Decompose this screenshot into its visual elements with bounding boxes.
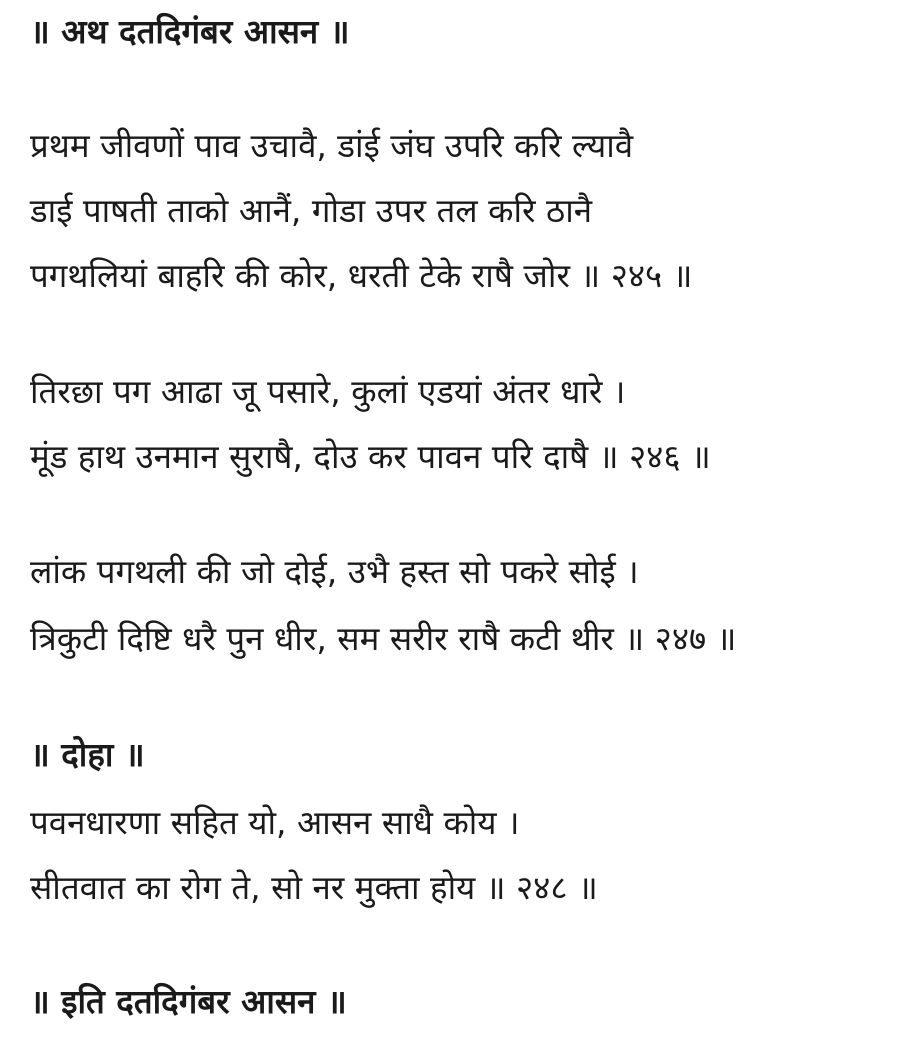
doha-heading: ॥ दोहा ॥ [30, 735, 145, 774]
doha-line: पवनधारणा सहित यो, आसन साधै कोय । [30, 803, 520, 842]
verse-line: पगथलियां बाहरि की कोर, धरती टेके राषै जोर ॥ २४५ ॥ [30, 256, 693, 295]
verse-line: प्रथम जीवणों पाव उचावै, डांई जंघ उपरि करि ल्यावै [30, 126, 634, 165]
section-title: ॥ अथ दतदिगंबर आसन ॥ [30, 12, 350, 51]
verse-line: डाई पाषती ताको आनैं, गोडा उपर तल करि ठानै [30, 191, 593, 230]
verse-line: मूंड हाथ उनमान सुराषै, दोउ कर पावन परि दाषै ॥ २४६ ॥ [30, 437, 711, 476]
doha-line: सीतवात का रोग ते, सो नर मुक्ता होय ॥ २४८ ॥ [30, 868, 598, 907]
verse-line: त्रिकुटी दिष्टि धरै पुन धीर, सम सरीर राषै कटी थीर ॥ २४७ ॥ [30, 619, 737, 658]
closing-title: ॥ इति दतदिगंबर आसन ॥ [30, 982, 347, 1021]
verse-line: तिरछा पग आढा जू पसारे, कुलां एडयां अंतर धारे । [30, 372, 626, 411]
verse-line: लांक पगथली की जो दोई, उभै हस्त सो पकरे सोई । [30, 552, 639, 591]
